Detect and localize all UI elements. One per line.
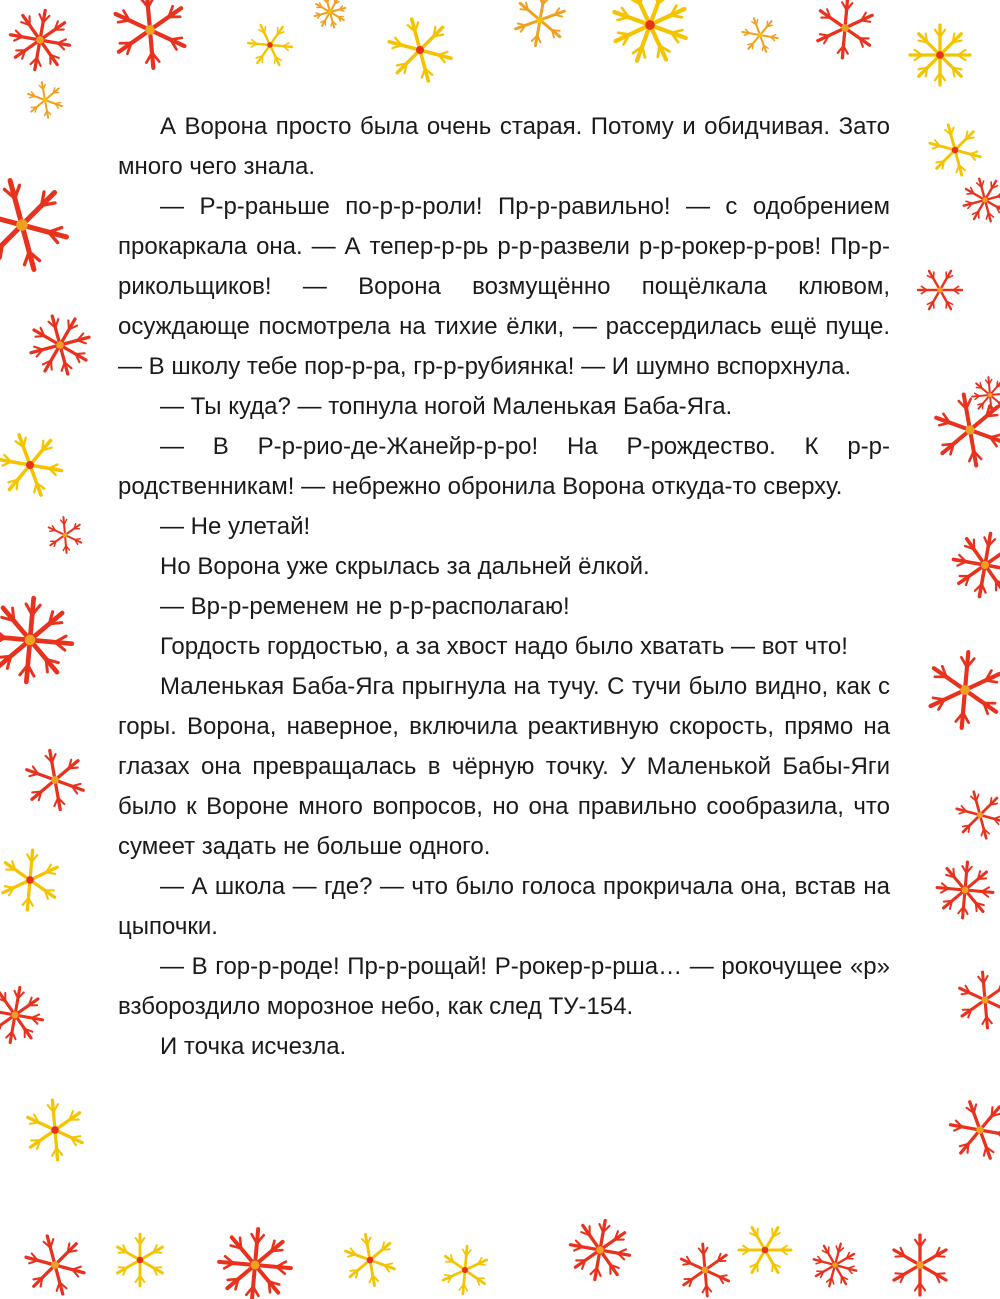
- paragraph: Но Ворона уже скрылась за дальней ёлкой.: [160, 553, 650, 580]
- paragraph: Маленькая Баба-Яга прыгнула на тучу. С тучи было видно, как с горы. Ворона, наверное, включила реактивную скорость, прямо на глазах она превращалась в чёрную точку. У Маленькой Бабы-Яги было к Вороне много вопросов, но она правильно сообразила, что сумеет задать не больше одного.: [118, 673, 890, 860]
- snowflake-icon: [106, 1228, 174, 1293]
- snowflake-icon: [948, 528, 1000, 602]
- snowflake-icon: [19, 1232, 90, 1298]
- snowflake-icon: [246, 24, 293, 66]
- snowflake-icon: [965, 370, 1000, 421]
- snowflake-icon: [924, 122, 986, 179]
- paragraph: А Ворона просто была очень старая. Потому и обидчивая. Зато много чего знала.: [118, 113, 890, 180]
- snowflake-icon: [23, 79, 67, 121]
- snowflake-icon: [338, 1230, 402, 1290]
- snowflake-icon: [740, 17, 781, 54]
- snowflake-icon: [17, 1094, 93, 1166]
- snowflake-icon: [216, 1226, 294, 1299]
- snowflake-icon: [601, 0, 698, 74]
- paragraph: — А школа — где? — что было голоса прокричала она, встав на цыпочки.: [118, 873, 890, 940]
- snowflake-icon: [672, 1239, 738, 1299]
- snowflake-icon: [926, 388, 1000, 471]
- snowflake-icon: [0, 594, 76, 685]
- snowflake-icon: [808, 1238, 862, 1292]
- paragraph: — Р-р-раньше по-р-р-роли! Пр-р-равильно! — с одобрением прокаркала она. — А тепер-р-рь р-р-развели р-р-рокер-р-ров! Пр-р-рикольщиков! — Ворона возмущённо пощёлкала клювом, осуждающе посмотрела на тихие ёлки, — рассердилась ещё пуще. — В школу тебе пор-р-ра, гр-р-рубиянка! — И шумно вспорхнула.: [118, 193, 890, 380]
- snowflake-icon: [382, 15, 458, 85]
- snowflake-icon: [0, 841, 69, 918]
- snowflake-icon: [949, 966, 1000, 1034]
- snowflake-icon: [910, 25, 970, 85]
- paragraph: — Вр-р-ременем не р-р-располагаю!: [160, 593, 570, 620]
- snowflake-icon: [42, 513, 88, 556]
- snowflake-icon: [935, 860, 996, 921]
- snowflake-icon: [308, 0, 352, 34]
- snowflake-icon: [0, 983, 47, 1048]
- snowflake-icon: [806, 0, 885, 67]
- snowflake-icon: [915, 641, 1000, 738]
- paragraph: Гордость гордостью, а за хвост надо было хватать — вот что!: [160, 633, 848, 660]
- snowflake-icon: [102, 0, 199, 76]
- snowflake-icon: [5, 5, 75, 75]
- snowflake-icon: [433, 1239, 496, 1299]
- snowflake-icon: [565, 1215, 635, 1285]
- snowflake-icon: [0, 432, 66, 498]
- snowflake-icon: [0, 175, 77, 276]
- snowflake-icon: [955, 170, 1000, 230]
- paragraph: — Не улетай!: [160, 513, 311, 540]
- snowflake-icon: [739, 1228, 791, 1273]
- snowflake-icon: [18, 745, 92, 814]
- paragraph: — В гор-р-роде! Пр-р-рощай! Р-рокер-р-рша… — рокочущее «р» взбороздило морозное небо, как след ТУ-154.: [118, 953, 890, 1020]
- paragraph: И точка исчезла.: [160, 1033, 347, 1060]
- snowflake-icon: [951, 789, 1000, 842]
- snowflake-icon: [881, 1227, 959, 1299]
- story-text: [118, 107, 890, 1067]
- snowflake-icon: [918, 271, 962, 309]
- paragraph: — В Р-р-рио-де-Жанейр-р-ро! На Р-рождество. К р-р-родственникам! — небрежно обронила Ворона откуда-то сверху.: [118, 433, 890, 500]
- paragraph: — Ты куда? — топнула ногой Маленькая Баба-Яга.: [160, 393, 733, 420]
- snowflake-icon: [19, 304, 101, 386]
- snowflake-icon: [946, 1099, 1000, 1161]
- snowflake-icon: [506, 0, 575, 54]
